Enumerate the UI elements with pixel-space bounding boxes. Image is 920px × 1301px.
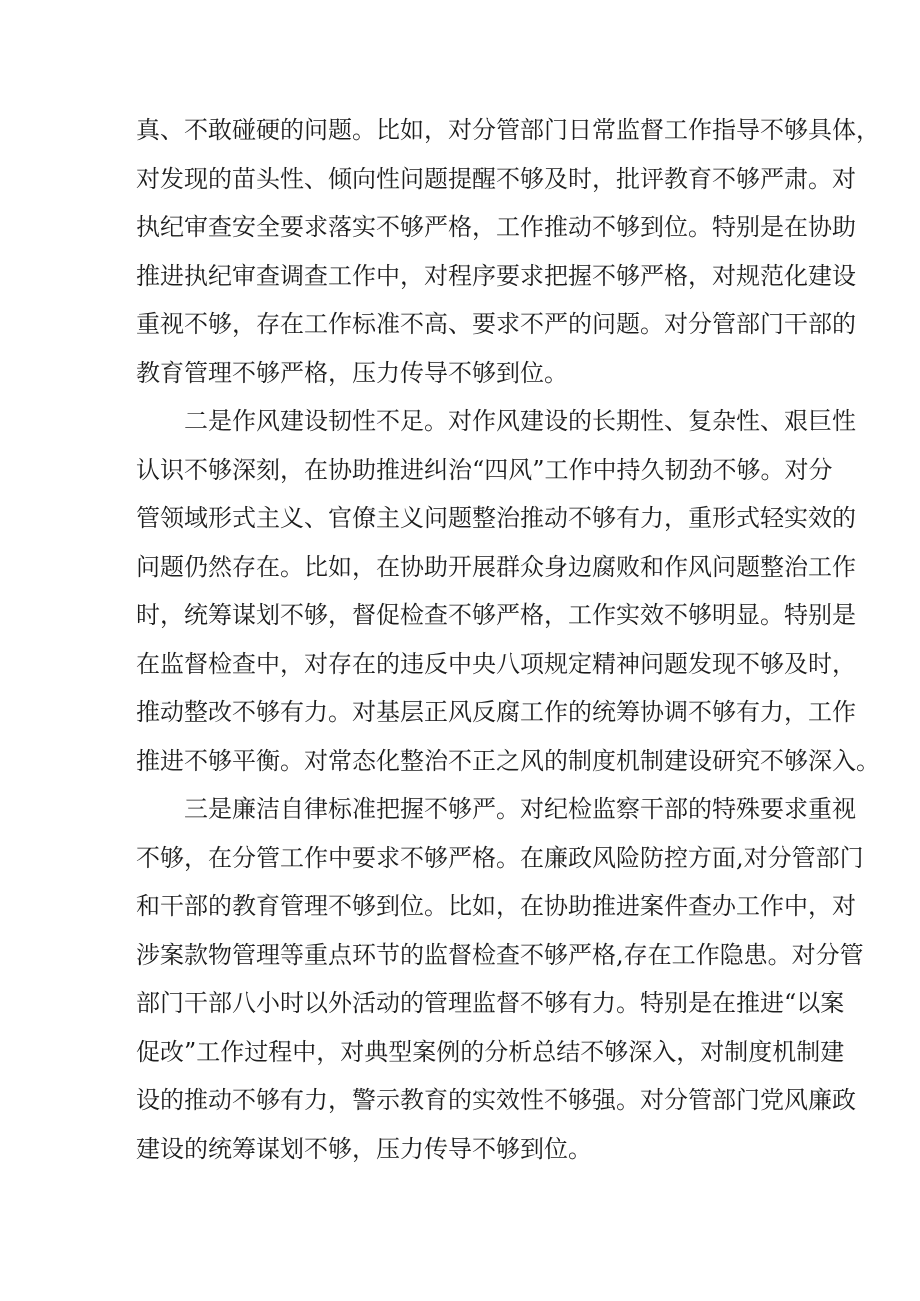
text-line-14: 推进不够平衡。对常态化整治不正之风的制度机制建设研究不够深入。: [136, 746, 880, 775]
text-line-10: 问题仍然存在。比如，在协助开展群众身边腐败和作风问题整治工作: [136, 552, 856, 581]
text-line-12: 在监督检查中，对存在的违反中央八项规定精神问题发现不够及时，: [136, 649, 856, 678]
text-line-1: 真、不敢碰硬的问题。比如，对分管部门日常监督工作指导不够具体，: [136, 116, 880, 144]
text-line-21: 设的推动不够有力，警示教育的实效性不够强。对分管部门党风廉政: [136, 1086, 856, 1114]
text-line-22: 建设的统筹谋划不够，压力传导不够到位。: [136, 1134, 592, 1163]
text-line-16: 不够，在分管工作中要求不够严格。在廉政风险防控方面,对分管部门: [136, 843, 864, 872]
text-line-2: 对发现的苗头性、倾向性问题提醒不够及时，批评教育不够严肃。对: [136, 164, 856, 193]
text-line-9: 管领域形式主义、官僚主义问题整治推动不够有力，重形式轻实效的: [136, 504, 856, 532]
text-line-13: 推动整改不够有力。对基层正风反腐工作的统筹协调不够有力，工作: [136, 698, 856, 726]
text-line-7: 二是作风建设韧性不足。对作风建设的长期性、复杂性、艰巨性: [136, 407, 856, 435]
text-line-17: 和干部的教育管理不够到位。比如，在协助推进案件查办工作中，对: [136, 892, 856, 920]
text-line-19: 部门干部八小时以外活动的管理监督不够有力。特别是在推进“以案: [136, 989, 845, 1017]
text-line-8: 认识不够深刻，在协助推进纠治“四风”工作中持久韧劲不够。对分: [136, 455, 833, 484]
text-line-20: 促改”工作过程中，对典型案例的分析总结不够深入，对制度机制建: [136, 1037, 845, 1066]
text-line-3: 执纪审查安全要求落实不够严格，工作推动不够到位。特别是在协助: [136, 213, 856, 241]
text-line-4: 推进执纪审查调查工作中，对程序要求把握不够严格，对规范化建设: [136, 261, 856, 290]
text-line-15: 三是廉洁自律标准把握不够严。对纪检监察干部的特殊要求重视: [136, 795, 856, 823]
document-body: [136, 106, 880, 1173]
text-line-18: 涉案款物管理等重点环节的监督检查不够严格,存在工作隐患。对分管: [136, 940, 864, 969]
text-line-6: 教育管理不够严格，压力传导不够到位。: [136, 358, 568, 387]
text-line-5: 重视不够，存在工作标准不高、要求不严的问题。对分管部门干部的: [136, 310, 856, 338]
text-line-11: 时，统筹谋划不够，督促检查不够严格，工作实效不够明显。特别是: [136, 601, 856, 629]
